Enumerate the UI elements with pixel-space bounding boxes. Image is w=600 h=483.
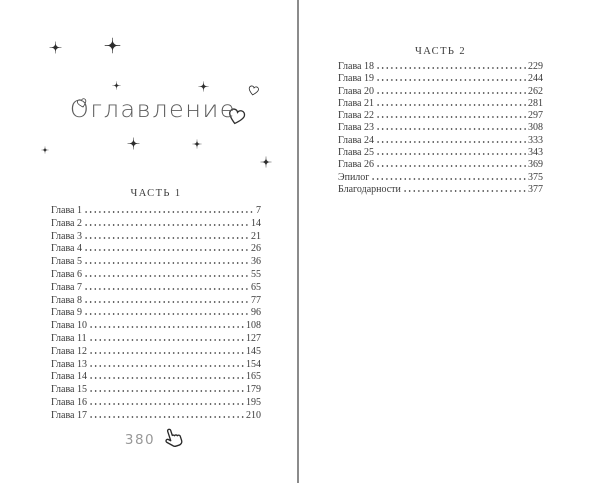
toc-entry-label: Глава 11 <box>51 332 87 344</box>
toc-entry-label: Глава 16 <box>51 396 87 408</box>
toc-entry-label: Глава 17 <box>51 409 87 421</box>
dot-leader <box>90 326 244 328</box>
toc-entry-label: Глава 2 <box>51 217 82 229</box>
dot-leader <box>85 275 249 277</box>
toc-entry-page: 244 <box>528 73 543 85</box>
toc-entry[interactable] <box>338 86 543 98</box>
heart-icon <box>246 83 261 98</box>
toc-entry[interactable] <box>338 98 543 110</box>
toc-entry[interactable] <box>51 346 261 359</box>
toc-entry-label: Благодарности <box>338 183 401 195</box>
toc-entry[interactable] <box>51 384 261 397</box>
toc-entry[interactable] <box>51 256 261 269</box>
dot-leader <box>377 104 526 106</box>
toc-entry[interactable] <box>338 73 543 85</box>
dot-leader <box>85 288 249 290</box>
toc-entry-page: 179 <box>246 384 261 396</box>
toc-entry-label: Глава 23 <box>338 122 374 134</box>
toc-entry[interactable] <box>51 307 261 320</box>
toc-entry-label: Глава 9 <box>51 307 82 319</box>
toc-entry-page: 145 <box>246 345 261 357</box>
dot-leader <box>90 377 244 379</box>
toc-entry-label: Глава 12 <box>51 345 87 357</box>
dot-leader <box>377 116 526 118</box>
toc-entry-label: Глава 5 <box>51 256 82 268</box>
dot-leader <box>377 141 526 143</box>
toc-entry[interactable] <box>51 243 261 256</box>
toc-entry-label: Глава 18 <box>338 61 374 72</box>
toc-entry[interactable] <box>51 205 261 218</box>
toc-entry-label: Глава 20 <box>338 85 374 97</box>
toc-entry-label: Глава 13 <box>51 358 87 370</box>
toc-entry[interactable] <box>338 135 543 147</box>
dot-leader <box>377 92 526 94</box>
toc-entry[interactable] <box>51 282 261 295</box>
dot-leader <box>85 301 249 303</box>
toc-entry-label: Глава 7 <box>51 281 82 293</box>
toc-entry-label: Эпилог <box>338 171 370 183</box>
toc-entry-label: Глава 21 <box>338 97 374 109</box>
dot-leader <box>85 313 249 315</box>
toc-entry-page: 262 <box>528 85 543 97</box>
toc-entry-page: 127 <box>246 332 261 344</box>
sparkle-icon <box>41 146 49 154</box>
toc-entry-page: 108 <box>246 320 261 332</box>
toc-entry-label: Глава 10 <box>51 320 87 332</box>
toc-entry-page: 343 <box>528 147 543 159</box>
page-footer <box>51 426 261 454</box>
dot-leader <box>85 211 254 213</box>
dot-leader <box>90 339 244 341</box>
dot-leader <box>377 79 526 81</box>
toc-entry[interactable] <box>51 359 261 372</box>
current-page-number: 380 <box>124 432 156 448</box>
toc-entry-page: 281 <box>528 97 543 109</box>
dot-leader <box>85 262 249 264</box>
toc-entry-label: Глава 22 <box>338 110 374 122</box>
toc-entry[interactable] <box>51 295 261 308</box>
toc-entry-label: Глава 6 <box>51 268 82 280</box>
dot-leader <box>85 224 249 226</box>
sparkle-icon <box>192 139 202 149</box>
pointing-hand-icon <box>158 422 190 454</box>
toc-entry-label: Глава 15 <box>51 384 87 396</box>
dot-leader <box>90 416 244 418</box>
sparkle-icon <box>104 37 121 54</box>
toc-entry[interactable] <box>338 61 543 73</box>
toc-entry-page: 308 <box>528 122 543 134</box>
toc-entry[interactable] <box>51 333 261 346</box>
toc-entry-page: 165 <box>246 371 261 383</box>
toc-title: Оглавление <box>69 95 237 123</box>
toc-entry[interactable] <box>338 184 543 196</box>
dot-leader <box>377 165 526 167</box>
toc-entry-page: 7 <box>256 205 261 216</box>
toc-entry[interactable] <box>51 410 261 423</box>
toc-entry-label: Глава 26 <box>338 159 374 171</box>
toc-entry-label: Глава 25 <box>338 147 374 159</box>
toc-entry-page: 55 <box>251 268 261 280</box>
toc-list-part-1 <box>51 205 261 423</box>
toc-entry-page: 154 <box>246 358 261 370</box>
dot-leader <box>85 237 249 239</box>
sparkle-icon <box>112 81 121 90</box>
dot-leader <box>85 249 249 251</box>
toc-entry-page: 369 <box>528 159 543 171</box>
toc-entry[interactable] <box>51 371 261 384</box>
toc-entry-page: 333 <box>528 134 543 146</box>
toc-entry[interactable] <box>338 159 543 171</box>
toc-entry[interactable] <box>51 320 261 333</box>
part-1-heading: ЧАСТЬ 1 <box>130 188 182 199</box>
toc-entry-page: 21 <box>251 230 261 242</box>
toc-entry-page: 210 <box>246 409 261 421</box>
toc-entry-page: 36 <box>251 256 261 268</box>
toc-entry[interactable] <box>338 122 543 134</box>
toc-list-part-2 <box>338 61 543 196</box>
dot-leader <box>404 190 526 192</box>
toc-entry-page: 77 <box>251 294 261 306</box>
toc-entry-page: 96 <box>251 307 261 319</box>
toc-entry-page: 297 <box>528 110 543 122</box>
sparkle-icon <box>260 156 272 168</box>
toc-entry[interactable] <box>51 397 261 410</box>
toc-entry-label: Глава 14 <box>51 371 87 383</box>
toc-entry-label: Глава 8 <box>51 294 82 306</box>
dot-leader <box>90 352 244 354</box>
part-2-heading: ЧАСТЬ 2 <box>414 46 466 57</box>
page-gutter-divider <box>297 0 299 483</box>
toc-entry-page: 14 <box>251 217 261 229</box>
toc-entry-label: Глава 3 <box>51 230 82 242</box>
toc-entry-page: 65 <box>251 281 261 293</box>
toc-entry-label: Глава 24 <box>338 134 374 146</box>
dot-leader <box>377 67 526 69</box>
toc-entry-page: 26 <box>251 243 261 255</box>
dot-leader <box>90 365 244 367</box>
sparkle-icon <box>198 81 209 92</box>
sparkle-icon <box>49 41 62 54</box>
toc-entry[interactable] <box>51 269 261 282</box>
sparkle-icon <box>127 137 140 150</box>
dot-leader <box>372 178 526 180</box>
toc-entry-label: Глава 4 <box>51 243 82 255</box>
toc-entry[interactable] <box>51 218 261 231</box>
toc-entry-page: 375 <box>528 171 543 183</box>
toc-entry[interactable] <box>338 172 543 184</box>
toc-entry-page: 195 <box>246 396 261 408</box>
toc-entry-label: Глава 19 <box>338 73 374 85</box>
dot-leader <box>90 390 244 392</box>
dot-leader <box>377 153 526 155</box>
dot-leader <box>377 128 526 130</box>
toc-entry-page: 229 <box>528 61 543 72</box>
toc-entry-page: 377 <box>528 183 543 195</box>
dot-leader <box>90 403 244 405</box>
toc-entry[interactable] <box>338 110 543 122</box>
toc-entry-label: Глава 1 <box>51 205 82 216</box>
toc-entry[interactable] <box>338 147 543 159</box>
toc-entry[interactable] <box>51 231 261 244</box>
